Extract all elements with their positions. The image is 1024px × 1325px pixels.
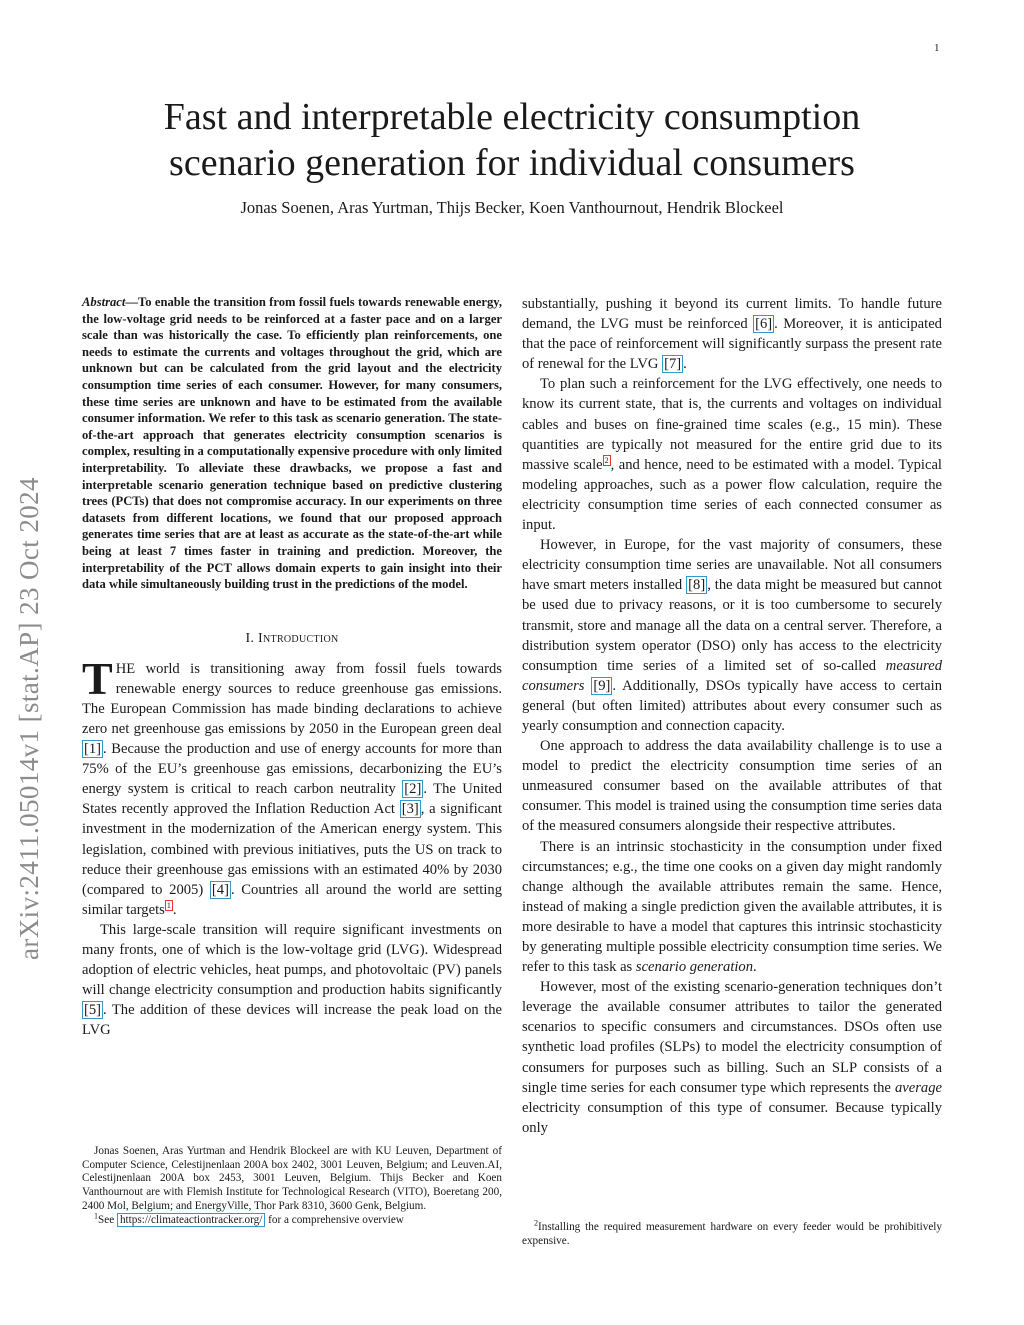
right-paragraph-4: One approach to address the data availability challenge is to use a model to predict the electricity consumption time series of an unmeasured consumer based on the available attributes of that consumer. This model is trained using the consumption time series data of the measured consumers alongside their respective attributes. [522,738,942,835]
section-title: Introduction [258,630,339,646]
section-heading [82,631,502,647]
footnote-1: $^1$See https://climateactiontracker.org/ for a comprehensive overview [94,1210,404,1226]
footnote-2: $^2$Installing the required measurement hardware on every feeder would be prohibitively expensive. [522,1218,942,1247]
affiliation-footnote: Jonas Soenen, Aras Yurtman and Hendrik Blockeel are with KU Leuven, Department of Computer Science, Celestijnenlaan 200A box 2402, 3001 Leuven, Belgium; and Leuven.AI, Celestijnenlaan 200A box 2453, 3001 Leuven, Belgium. Thijs Becker and Koen Vanthournout are with Flemish Institute for Technological Research (VITO), Boeretang 200, 2400 Mol, Belgium; and EnergyVille, Thor Park 8310, 3600 Genk, Belgium. [82,1145,502,1212]
citation-9[interactable]: [9] [593,677,611,694]
right-paragraph-3: However, in Europe, for the vast majority of consumers, these electricity consumption time series are unavailable. Not all consumers have smart meters installed [8] , the data might be measured but cannot be used due to privacy reasons, or it is too cumbersome to securely transmit, store and manage all the data on a central server. Therefore, a distribution system operator (DSO) only has access to the electricity consumption time series of a limited set of so-called measured consumers [9] . Additionally, DSOs typically have access to certain general (but often limited) attributes about every consumer such as yearly consumption and connection capacity. [522,537,942,734]
title-line-2: scenario generation for individual consumers [169,142,855,184]
citation-5[interactable]: [5] [84,1002,102,1019]
citation-4[interactable]: [4] [211,881,229,898]
abstract-lead: Abstract [82,295,126,309]
drop-cap: T [82,652,113,704]
intro-paragraph-2: This large-scale transition will require significant investments on many fronts, one of which is the low-voltage grid (LVG). Widespread adoption of electric vehicles, heat pumps, and photovoltaic (PV) panels will change electricity consumption and production habits significantly [5] . The addition of these devices will increase the peak load on the LVG [82,921,502,1039]
citation-6[interactable]: [6] [755,316,773,333]
right-column [522,294,942,1138]
citation-3[interactable]: [3] [401,801,419,818]
section-number: I. [245,630,255,646]
intro-paragraph-1: THE world is transitioning away from fossil fuels towards renewable energy sources to reduce greenhouse gas emissions. The European Commission has made binding declarations to achieve zero net greenhouse gas emissions by 2050 in the European green deal [1] . Because the production and use of energy accounts for more than 75% of the EU’s greenhouse gas emissions, decarbonizing the EU’s energy system is critical to reach carbon neutrality [2] . The United States recently approved the Inflation Reduction Act [3] , a significant investment in the modernization of the American energy system. This legislation, combined with previous initiatives, puts the US on track to reduce their greenhouse gas emissions with an estimated 40% by 2030 (compared to 2005) [4] . Countries all around the world are setting similar targets $^1$ . [82,652,503,918]
right-paragraph-1: substantially, pushing it beyond its current limits. To handle future demand, the LVG must be reinforced [6] . Moreover, it is anticipated that the pace of reinforcement will significantly surpass the present rate of renewal for the LVG [7] . [522,296,942,373]
right-paragraph-6: However, most of the existing scenario-generation techniques don’t leverage the available consumer attributes to tailor the generated scenarios to specific consumers and circumstances. DSOs often use synthetic load profiles (SLPs) to model the electricity consumption of consumers for purposes such as billing. Such an SLP consists of a single time series for each consumer type which represents the average electricity consumption of this type of consumer. Because typically only [522,979,942,1136]
citation-1[interactable]: [1] [84,741,102,758]
citation-8[interactable]: [8] [688,577,706,594]
abstract-text: To enable the transition from fossil fuels towards renewable energy, the low-voltage grid needs to be reinforced at a faster pace and on a larger scale than was historically the case. To efficiently plan reinforcements, one needs to estimate the currents and voltages throughout the grid, which are unknown but can be calculated from the grid layout and the electricity consumption time series of each consumer. However, for many consumers, these time series are unknown and have to be estimated from the available consumer information. We refer to this task as scenario generation. The state-of-the-art approach that generates electricity consumption scenarios is complex, resulting in a computationally expensive procedure with only limited interpretability. To alleviate these drawbacks, we propose a fast and interpretable scenario generation technique based on predictive clustering trees (PCTs) that does not compromise accuracy. In our experiments on three datasets from different locations, we found that our proposed approach generates time series that are at least as accurate as the state-of-the-art while being at least 7 times faster in training and prediction. Moreover, the interpretability of the PCT allows domain experts to gain insight into their data while simultaneously building trust in the predictions of the model. [82,295,502,592]
right-paragraph-2: To plan such a reinforcement for the LVG effectively, one needs to know its current state, that is, the currents and voltages on individual cables and buses on fine-grained time scales (e.g., 15 min). These quantities are typically not measured for the entire grid due to its massive scale $^2$ , and hence, need to be estimated with a model. Typical modeling approaches, such as a power flow calculation, require the electricity consumption time series of each connected consumer as input. [522,376,942,534]
citation-7[interactable]: [7] [664,356,682,373]
footnote-ref-2[interactable]: 2 [604,455,609,465]
page-number: 1 [934,42,940,54]
climate-tracker-link[interactable]: https://climateactiontracker.org/ [117,1213,265,1227]
abstract: Abstract—To enable the transition from fossil fuels towards renewable energy, the low-voltage grid needs to be reinforced at a faster pace and on a larger scale than was historically the case. To efficiently plan reinforcements, one needs to estimate the currents and voltages throughout the grid, which are unknown but can be calculated from the grid layout and the electricity consumption time series of each consumer. However, for many consumers, these time series are unknown and have to be estimated from the available consumer information. We refer to this task as scenario generation. The state-of-the-art approach that generates electricity consumption scenarios is complex, resulting in a computationally expensive procedure with only limited interpretability. To alleviate these drawbacks, we propose a fast and interpretable scenario generation technique based on predictive clustering trees (PCTs) that does not compromise accuracy. In our experiments on three datasets from different locations, we found that our proposed approach generates time series that are at least as accurate as the state-of-the-art while being at least 7 times faster in training and prediction. Moreover, the interpretability of the PCT allows domain experts to gain insight into their data while simultaneously building trust in the predictions of the model. [82,295,502,592]
footnotes-left [82,1145,502,1227]
title-line-1: Fast and interpretable electricity consumption [163,96,861,138]
author-list: Jonas Soenen, Aras Yurtman, Thijs Becker, Koen Vanthournout, Hendrik Blockeel [240,198,784,217]
footnote-ref-1[interactable]: 1 [166,900,171,910]
right-paragraph-5: There is an intrinsic stochasticity in the consumption under fixed circumstances; e.g., the time one cooks on a given day might randomly change although the available attributes remain the same. Hence, instead of making a single prediction given the available attributes, it is more desirable to have a model that captures this intrinsic stochasticity by generating multiple possible electricity consumption time series. We refer to this task as scenario generation. [522,838,942,976]
footnotes-right [522,1220,942,1248]
arxiv-watermark: arXiv:2411.05014v1 [stat.AP] 23 Oct 2024 [14,477,44,960]
left-column [82,294,502,1040]
citation-2[interactable]: [2] [404,781,422,798]
paper-title [0,94,1024,186]
